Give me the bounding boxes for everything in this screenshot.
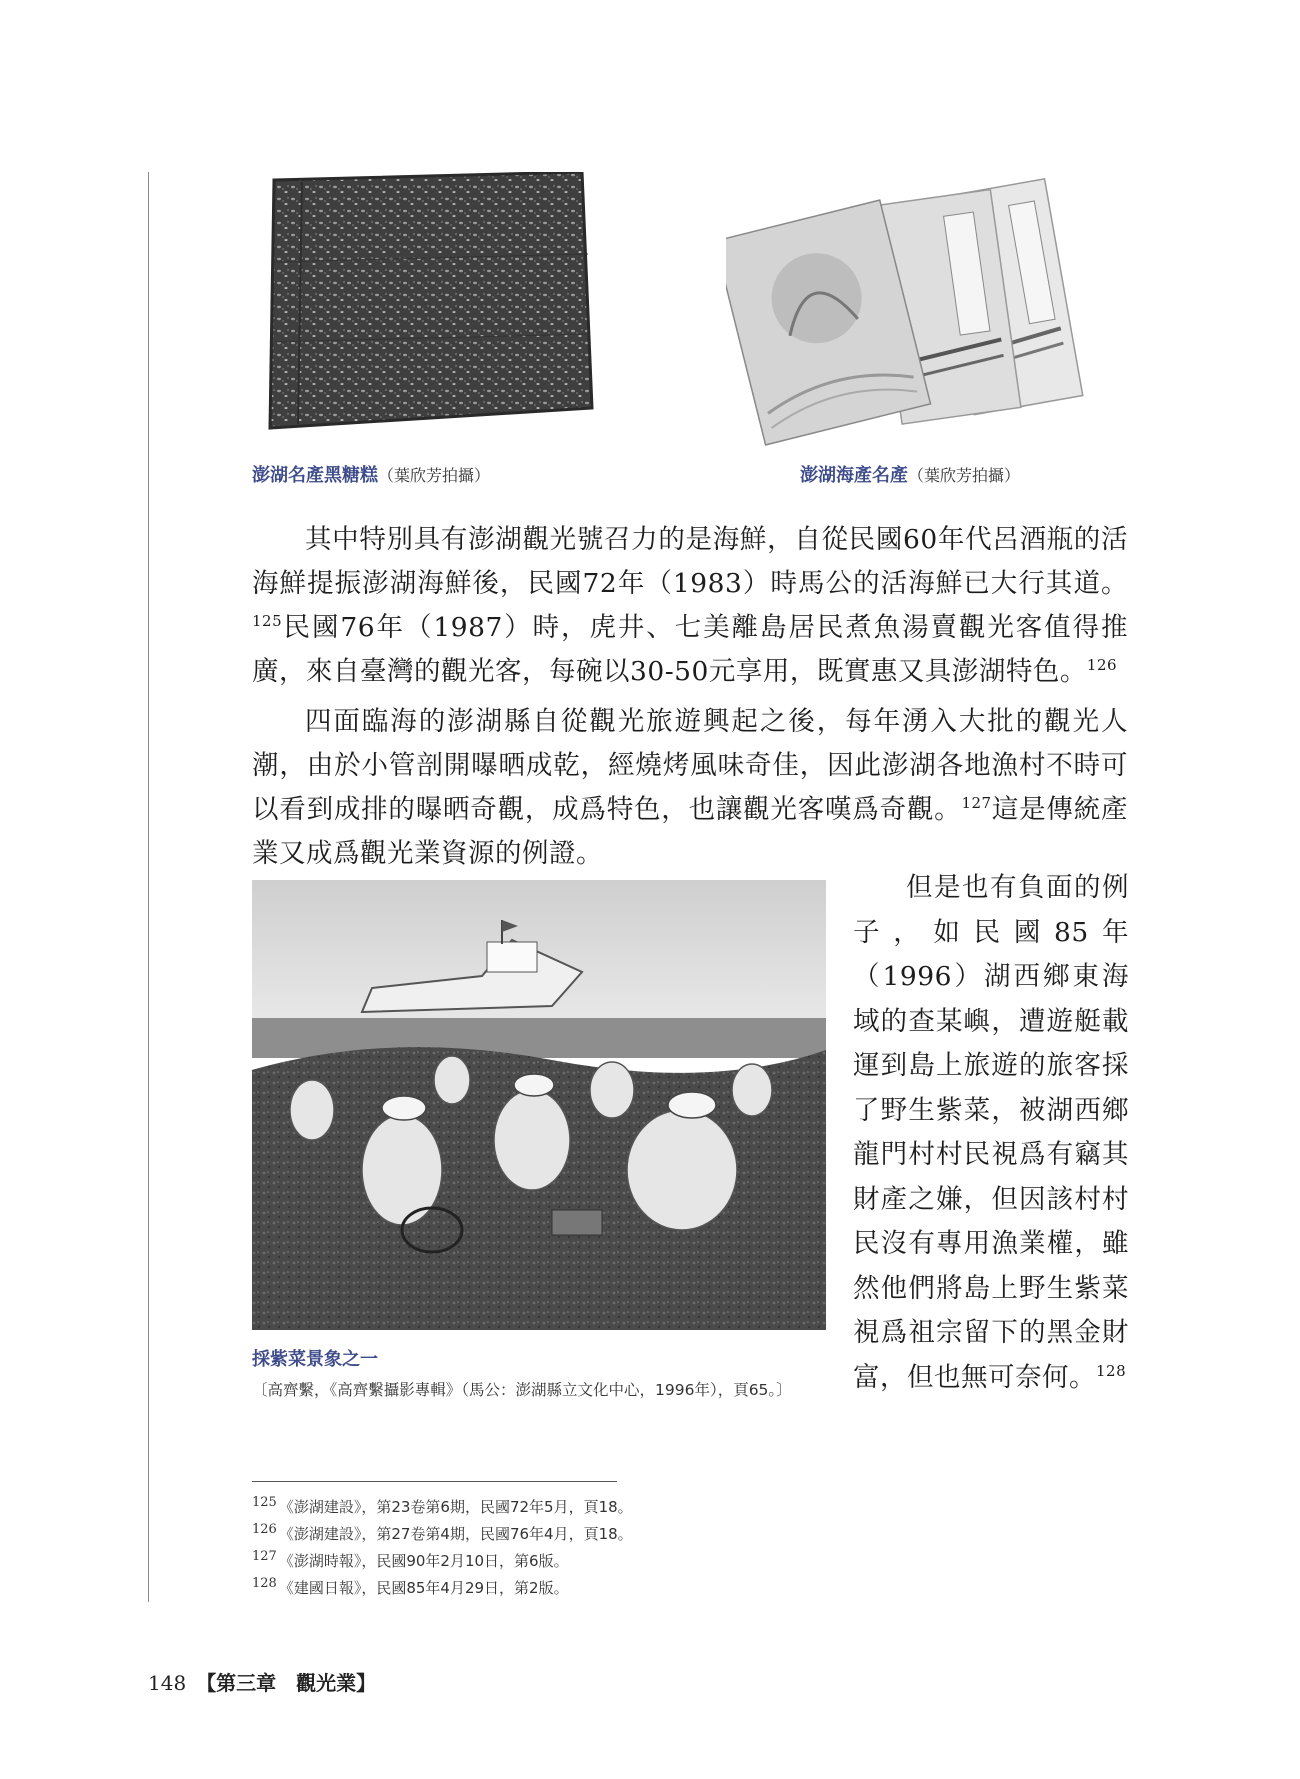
- page-footer: [148, 1667, 376, 1696]
- seaweed-picking-caption-title: 採紫菜景象之一: [252, 1349, 378, 1370]
- text-run: 其中特別具有澎湖觀光號召力的是海鮮，自從民國60年代呂酒瓶的活海鮮提振澎湖海鮮後，民國72年（1983）時馬公的活海鮮已大行其道。: [252, 524, 1128, 599]
- text-run: 這是傳統產業又成爲觀光業資源的例證。: [252, 794, 1129, 869]
- footnote-number: 127: [252, 1549, 277, 1564]
- footnote-text: 《澎湖建設》，第23卷第6期，民國72年5月，頁18。: [278, 1498, 633, 1516]
- footnotes: [252, 1494, 1052, 1602]
- black-sugar-cake-photo: [262, 172, 598, 436]
- footnote-text: 《澎湖建設》，第27卷第4期，民國76年4月，頁18。: [278, 1525, 633, 1543]
- footnote-ref: 125: [252, 612, 283, 631]
- seafood-products-photo: [726, 164, 1088, 446]
- seafood-products-caption: [800, 461, 1020, 487]
- paragraph: [252, 518, 1128, 694]
- page-number: 148: [148, 1671, 187, 1695]
- seaweed-picking-photo: [252, 880, 826, 1330]
- figure-title: 澎湖名產黑糖糕: [252, 465, 378, 486]
- text-run: 四面臨海的澎湖縣自從觀光旅遊興起之後，每年湧入大批的觀光人潮，由於小管剖開曝晒成乾，經燒烤風味奇佳，因此澎湖各地漁村不時可以看到成排的曝晒奇觀，成爲特色，也讓觀光客嘆爲奇觀。: [252, 706, 1128, 825]
- figure-credit: （葉欣芳拍攝）: [908, 466, 1021, 485]
- text-run: 民國76年（1987）時，虎井、七美離島居民煮魚湯賣觀光客值得推廣，來自臺灣的觀光客，每碗以30-50元享用，既實惠又具澎湖特色。: [252, 612, 1128, 687]
- side-text: [853, 866, 1129, 1400]
- footnote-ref: 126: [1086, 656, 1118, 675]
- footnote-number: 128: [252, 1576, 277, 1591]
- footnote-number: 125: [252, 1495, 277, 1510]
- footnote-rule: [252, 1481, 617, 1482]
- paragraph: [252, 700, 1128, 876]
- footnote-item: [252, 1494, 1052, 1521]
- footnote-item: [252, 1521, 1052, 1548]
- body-text: [252, 518, 1128, 882]
- footnote-item: [252, 1548, 1052, 1575]
- footnote-ref: 127: [961, 794, 992, 813]
- footnote-ref: 128: [1096, 1361, 1127, 1380]
- seaweed-picking-caption-source: 〔高齊繫，《高齊繫攝影專輯》（馬公：澎湖縣立文化中心，1996年），頁65。〕: [252, 1381, 792, 1399]
- footnote-text: 《澎湖時報》，民國90年2月10日，第6版。: [278, 1552, 569, 1570]
- footnote-text: 《建國日報》，民國85年4月29日，第2版。: [278, 1579, 569, 1597]
- chapter-label: 【第三章 觀光業】: [196, 1671, 377, 1695]
- footnote-number: 126: [252, 1522, 277, 1537]
- figure-credit: （葉欣芳拍攝）: [378, 466, 491, 485]
- footnote-item: [252, 1575, 1052, 1602]
- paragraph: [853, 866, 1129, 1400]
- figure-title: 澎湖海產名產: [800, 465, 908, 486]
- black-sugar-cake-caption: [252, 461, 490, 487]
- text-run: 但是也有負面的例子，如民國85年（1996）湖西鄉東海域的查某嶼，遭遊艇載運到島上旅遊的旅客採了野生紫菜，被湖西鄉龍門村村民視爲有竊其財產之嫌，但因該村村民沒有專用漁業權，雖然他們將島上野生紫菜視爲祖宗留下的黑金財富，但也無可奈何。: [853, 872, 1129, 1393]
- margin-rule: [148, 172, 149, 1602]
